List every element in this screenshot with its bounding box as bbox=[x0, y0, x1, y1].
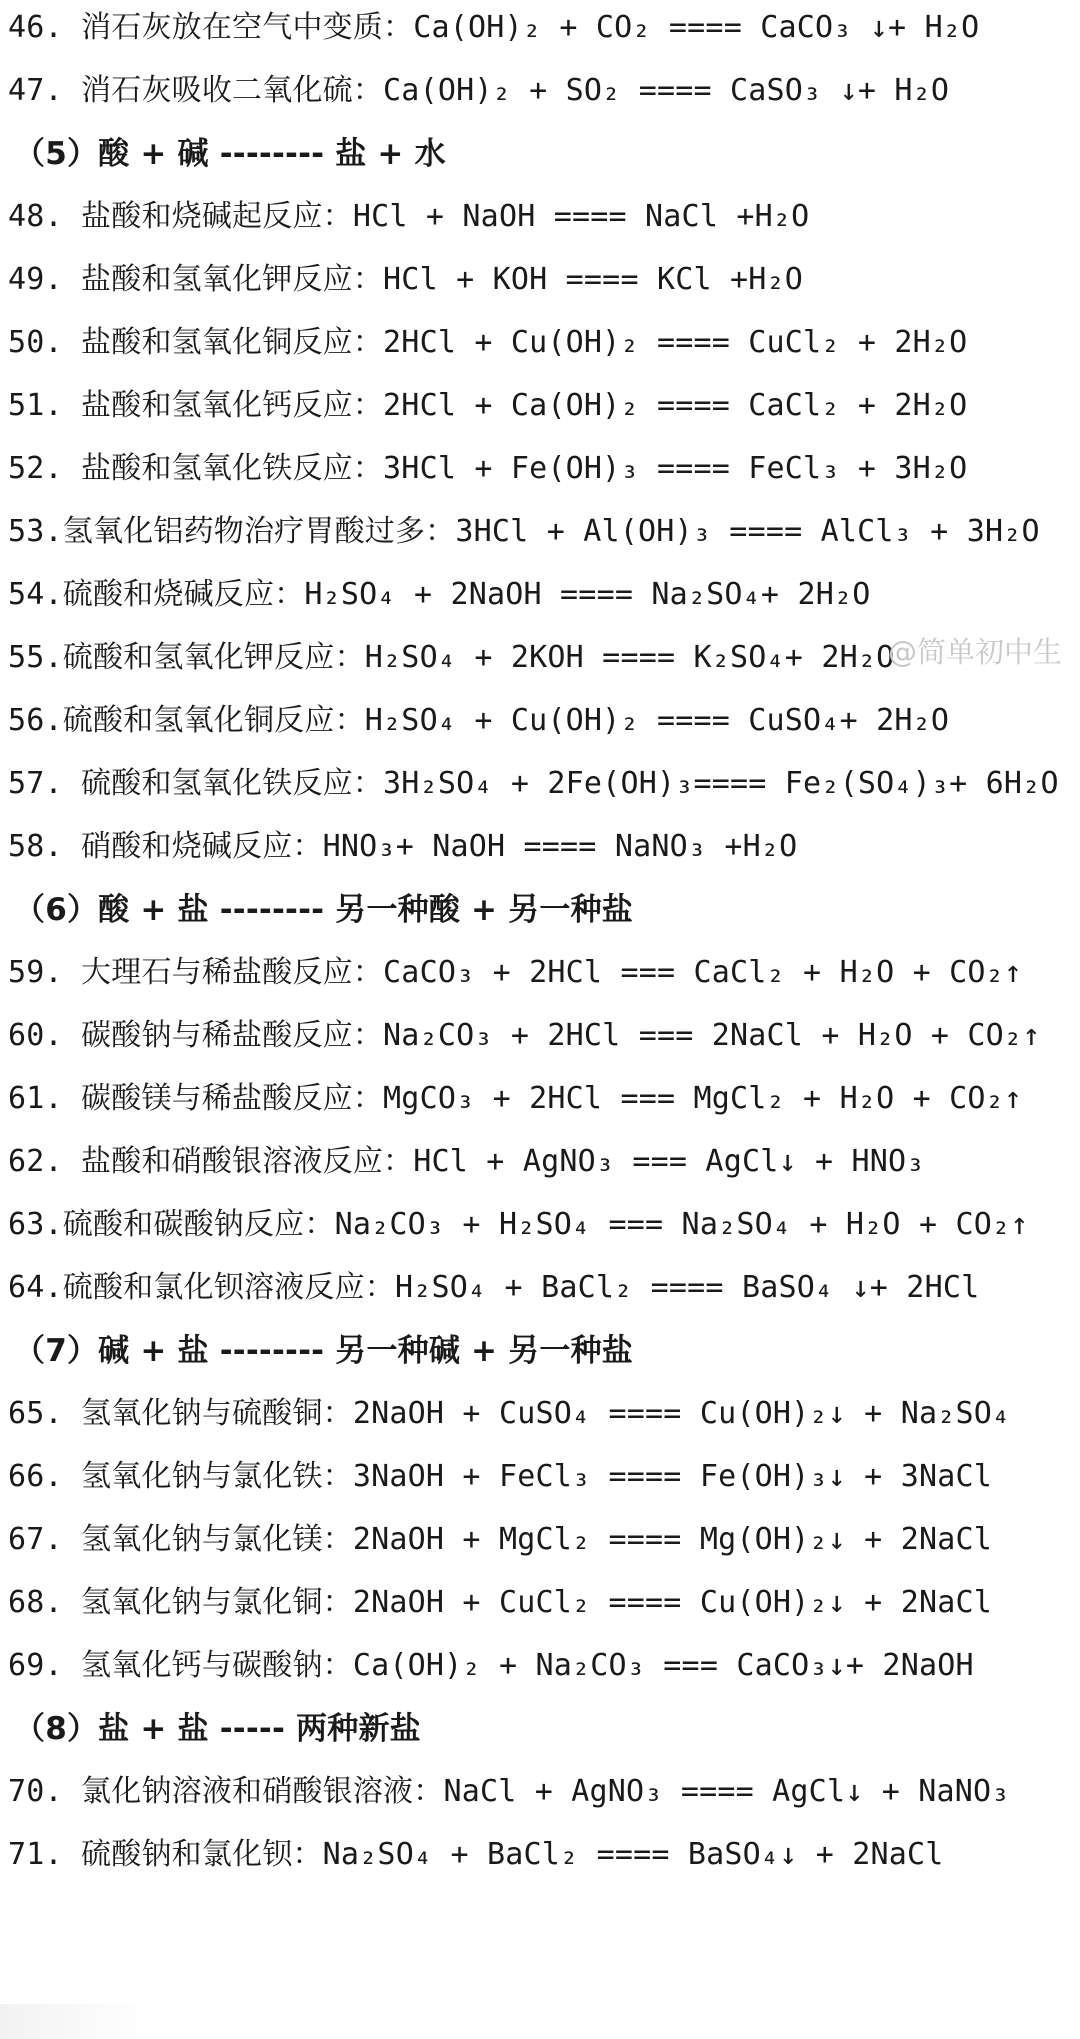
equation-line-68: 68. 氢氧化钠与氯化铜：2NaOH + CuCl₂ ==== Cu(OH)₂↓ + 2NaCl bbox=[8, 1585, 992, 1620]
equation-line-55: 55.硫酸和氢氧化钾反应：H₂SO₄ + 2KOH ==== K₂SO₄+ 2H₂O bbox=[8, 640, 895, 675]
equation-line-54: 54.硫酸和烧碱反应：H₂SO₄ + 2NaOH ==== Na₂SO₄+ 2H₂O bbox=[8, 577, 871, 612]
equation-line-47: 47. 消石灰吸收二氧化硫：Ca(OH)₂ + SO₂ ==== CaSO₃ ↓+ H₂O bbox=[8, 73, 950, 108]
equation-line-48: 48. 盐酸和烧碱起反应：HCl + NaOH ==== NaCl +H₂O bbox=[8, 199, 810, 234]
section-heading-5: （5）酸 + 碱 -------- 盐 + 水 bbox=[14, 136, 446, 172]
equation-line-69: 69. 氢氧化钙与碳酸钠：Ca(OH)₂ + Na₂CO₃ === CaCO₃↓+ 2NaOH bbox=[8, 1648, 974, 1683]
equation-line-71: 71. 硫酸钠和氯化钡：Na₂SO₄ + BaCl₂ ==== BaSO₄↓ + 2NaCl bbox=[8, 1837, 944, 1872]
equation-line-70: 70. 氯化钠溶液和硝酸银溶液：NaCl + AgNO₃ ==== AgCl↓ + NaNO₃ bbox=[8, 1774, 1010, 1809]
equation-line-53: 53.氢氧化铝药物治疗胃酸过多：3HCl + Al(OH)₃ ==== AlCl₃ + 3H₂O bbox=[8, 514, 1040, 549]
equation-line-51: 51. 盐酸和氢氧化钙反应：2HCl + Ca(OH)₂ ==== CaCl₂ + 2H₂O bbox=[8, 388, 968, 423]
section-heading-7: （7）碱 + 盐 -------- 另一种碱 + 另一种盐 bbox=[14, 1333, 634, 1369]
watermark-text: @简单初中生 bbox=[887, 635, 1062, 669]
equation-line-52: 52. 盐酸和氢氧化铁反应：3HCl + Fe(OH)₃ ==== FeCl₃ + 3H₂O bbox=[8, 451, 968, 486]
equation-line-66: 66. 氢氧化钠与氯化铁：3NaOH + FeCl₃ ==== Fe(OH)₃↓ + 3NaCl bbox=[8, 1459, 992, 1494]
equation-line-67: 67. 氢氧化钠与氯化镁：2NaOH + MgCl₂ ==== Mg(OH)₂↓ + 2NaCl bbox=[8, 1522, 992, 1557]
section-heading-6: （6）酸 + 盐 -------- 另一种酸 + 另一种盐 bbox=[14, 892, 634, 928]
equation-line-60: 60. 碳酸钠与稀盐酸反应：Na₂CO₃ + 2HCl === 2NaCl + H₂O + CO₂↑ bbox=[8, 1018, 1041, 1053]
equation-line-50: 50. 盐酸和氢氧化铜反应：2HCl + Cu(OH)₂ ==== CuCl₂ + 2H₂O bbox=[8, 325, 968, 360]
equation-line-57: 57. 硫酸和氢氧化铁反应：3H₂SO₄ + 2Fe(OH)₃==== Fe₂(SO₄)₃+ 6H₂O bbox=[8, 766, 1059, 801]
equation-line-65: 65. 氢氧化钠与硫酸铜：2NaOH + CuSO₄ ==== Cu(OH)₂↓ + Na₂SO₄ bbox=[8, 1396, 1011, 1431]
equation-line-58: 58. 硝酸和烧碱反应：HNO₃+ NaOH ==== NaNO₃ +H₂O bbox=[8, 829, 798, 864]
corner-logo-watermark bbox=[0, 2004, 150, 2039]
section-heading-8: （8）盐 + 盐 ----- 两种新盐 bbox=[14, 1711, 421, 1747]
equation-line-56: 56.硫酸和氢氧化铜反应：H₂SO₄ + Cu(OH)₂ ==== CuSO₄+ 2H₂O bbox=[8, 703, 950, 738]
equation-line-61: 61. 碳酸镁与稀盐酸反应：MgCO₃ + 2HCl === MgCl₂ + H₂O + CO₂↑ bbox=[8, 1081, 1023, 1116]
equation-line-46: 46. 消石灰放在空气中变质：Ca(OH)₂ + CO₂ ==== CaCO₃ ↓+ H₂O bbox=[8, 10, 980, 45]
equation-line-63: 63.硫酸和碳酸钠反应：Na₂CO₃ + H₂SO₄ === Na₂SO₄ + H₂O + CO₂↑ bbox=[8, 1207, 1029, 1242]
equation-line-59: 59. 大理石与稀盐酸反应：CaCO₃ + 2HCl === CaCl₂ + H₂O + CO₂↑ bbox=[8, 955, 1023, 990]
equation-line-62: 62. 盐酸和硝酸银溶液反应：HCl + AgNO₃ === AgCl↓ + HNO₃ bbox=[8, 1144, 925, 1179]
equation-line-64: 64.硫酸和氯化钡溶液反应：H₂SO₄ + BaCl₂ ==== BaSO₄ ↓+ 2HCl bbox=[8, 1270, 980, 1305]
equation-line-49: 49. 盐酸和氢氧化钾反应：HCl + KOH ==== KCl +H₂O bbox=[8, 262, 804, 297]
